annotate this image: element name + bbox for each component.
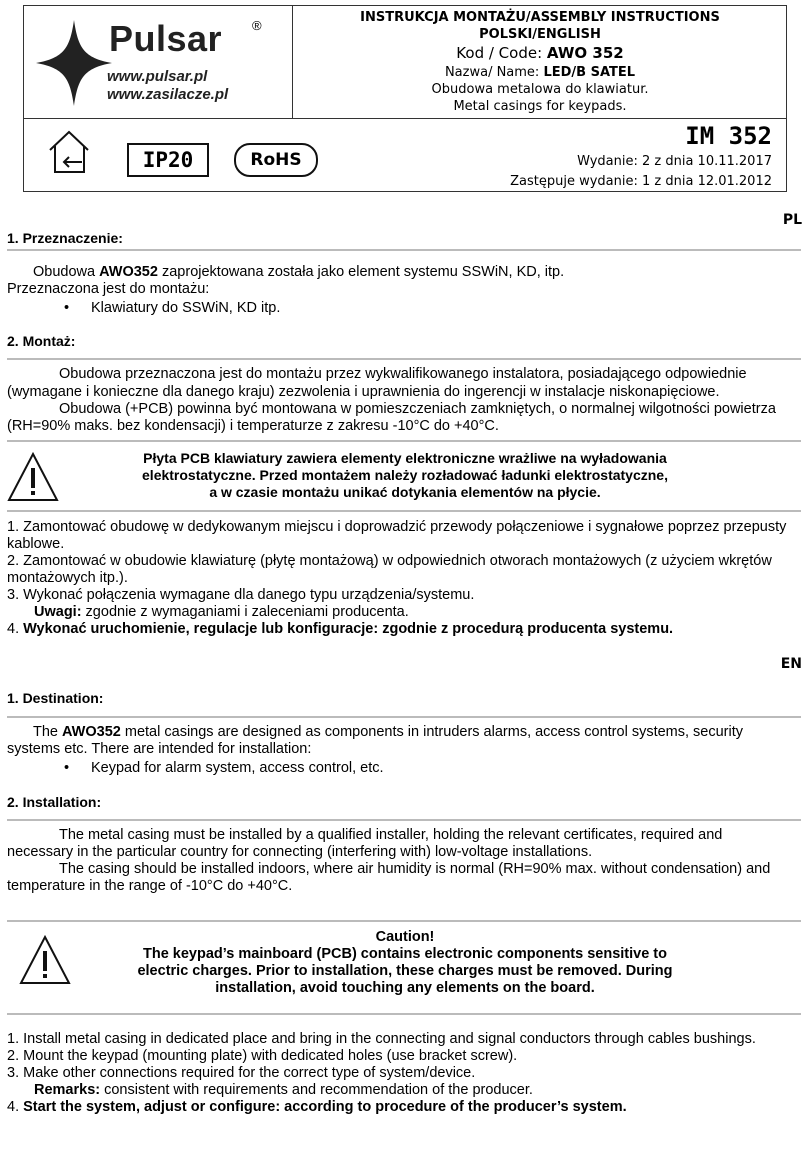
step-en-3: 3. Make other connections required for the correct type of system/device.: [7, 1065, 476, 1081]
paragraph-pl-3: Obudowa przeznaczona jest do montażu przez wykwalifikowanego instalatora, posiadającego odpowiednie: [59, 366, 747, 382]
document-id: IM 352: [685, 122, 772, 150]
registered-mark: ®: [252, 18, 262, 33]
section-heading-pl-2: 2. Montaż:: [7, 333, 76, 349]
paragraph-en-2: The metal casing must be installed by a qualified installer, holding the relevant certificates, required and: [59, 827, 723, 843]
step-en-1: 1. Install metal casing in dedicated place and bring in the connecting and signal conductors through cables bushings.: [7, 1031, 756, 1047]
language-marker-en: EN: [780, 656, 802, 672]
list-item: • Klawiatury do SSWiN, KD itp.: [64, 300, 281, 316]
paragraph-pl-2: Przeznaczona jest do montażu:: [7, 281, 210, 297]
warning-text-pl: Płyta PCB klawiatury zawiera elementy elektroniczne wrażliwe na wyładowania elektrostatyczne. Przed montażem należy rozładować ładunki elektrostatyczne, a w czasie montażu unikać dotykania elementów na płycie.: [142, 450, 668, 500]
pulsar-star-logo-icon: [34, 18, 114, 108]
code-label: Kod / Code:: [456, 44, 543, 62]
section-rule: [7, 1013, 801, 1015]
paragraph-pl-4: Obudowa (+PCB) powinna być montowana w pomieszczeniach zamkniętych, o normalnej wilgotności powietrza: [59, 401, 776, 417]
step-pl-3: 3. Wykonać połączenia wymagane dla danego typu urządzenia/systemu.: [7, 587, 475, 603]
replaces-edition: Zastępuje wydanie: 1 z dnia 12.01.2012: [510, 174, 772, 189]
section-heading-en-1: 1. Destination:: [7, 690, 104, 706]
step-pl-2-cont: montażowych itp.).: [7, 570, 128, 586]
remarks-en: Remarks: consistent with requirements and recommendation of the producer.: [34, 1082, 533, 1098]
warning-triangle-icon: [6, 451, 60, 503]
step-en-2: 2. Mount the keypad (mounting plate) with dedicated holes (use bracket screw).: [7, 1048, 518, 1064]
section-rule: [7, 249, 801, 251]
logo-text: Pulsar: [109, 18, 223, 59]
section-heading-en-2: 2. Installation:: [7, 794, 102, 810]
paragraph-pl-3-cont: (wymagane i konieczne dla danego kraju) zezwolenia i uprawnienia do ingerencji w instalacje niskonapięciowe.: [7, 384, 720, 400]
paragraph-en-3: The casing should be installed indoors, where air humidity is normal (RH=90% max. without condensation) and: [59, 861, 771, 877]
section-rule: [7, 716, 801, 718]
header-divider-horizontal: [24, 118, 786, 119]
step-pl-1-cont: kablowe.: [7, 536, 65, 552]
name-value: LED/B SATEL: [543, 65, 636, 80]
document-header: [23, 5, 787, 192]
paragraph-en-3-cont: temperature in the range of -10°C do +40°C.: [7, 878, 293, 894]
product-code: [293, 44, 787, 62]
section-heading-pl-1: 1. Przeznaczenie:: [7, 230, 123, 246]
description-en: Metal casings for keypads.: [453, 99, 627, 114]
paragraph-en-2-cont: necessary in the particular country for connecting (interfering with) low-voltage installations.: [7, 844, 593, 860]
title-line-2: POLSKI/ENGLISH: [479, 27, 601, 42]
list-item: • Keypad for alarm system, access control, etc.: [64, 760, 384, 776]
paragraph-en-1: The AWO352 metal casings are designed as components in intruders alarms, access control systems, security: [33, 724, 744, 740]
product-name: [293, 65, 787, 80]
step-pl-4: 4. Wykonać uruchomienie, regulacje lub konfiguracje: zgodnie z procedurą producenta systemu.: [7, 621, 674, 637]
section-rule: [7, 510, 801, 512]
section-rule: [7, 819, 801, 821]
language-marker-pl: PL: [782, 212, 802, 228]
step-pl-1: 1. Zamontować obudowę w dedykowanym miejscu i doprowadzić przewody połączeniowe i sygnałowe poprzez przepusty: [7, 519, 787, 535]
rohs-badge: RoHS: [234, 143, 318, 177]
warning-text-en: Caution! The keypad’s mainboard (PCB) contains electronic components sensitive to electric charges. Prior to installation, these charges must be removed. During installation, avoid touching any elements on the board.: [137, 929, 673, 996]
section-rule: [7, 358, 801, 360]
indoor-use-icon: [46, 128, 92, 176]
paragraph-en-1-cont: systems etc. There are intended for installation:: [7, 741, 312, 757]
code-value: AWO 352: [546, 44, 624, 62]
paragraph-pl-1: Obudowa AWO352 zaprojektowana została jako element systemu SSWiN, KD, itp.: [33, 264, 565, 280]
title-line-1: INSTRUKCJA MONTAŻU/ASSEMBLY INSTRUCTIONS: [360, 10, 720, 25]
description-pl: Obudowa metalowa do klawiatur.: [431, 82, 649, 97]
edition-date: Wydanie: 2 z dnia 10.11.2017: [577, 154, 772, 169]
step-pl-2: 2. Zamontować w obudowie klawiaturę (płytę montażową) w odpowiednich otworach montażowych (z użyciem wkrętów: [7, 553, 772, 569]
step-en-4: 4. Start the system, adjust or configure: according to procedure of the producer’s system.: [7, 1099, 627, 1115]
paragraph-pl-4-cont: (RH=90% maks. bez kondensacji) i temperaturze z zakresu -10°C do +40°C.: [7, 418, 499, 434]
remarks-pl: Uwagi: zgodnie z wymaganiami i zaleceniami producenta.: [34, 604, 409, 620]
name-label: Nazwa/ Name:: [444, 65, 540, 80]
logo-url-pulsar: www.pulsar.pl: [107, 68, 208, 85]
section-rule: [7, 920, 801, 922]
logo-url-zasilacze: www.zasilacze.pl: [107, 86, 229, 103]
section-rule: [7, 440, 801, 442]
ip20-badge: IP20: [127, 143, 209, 177]
